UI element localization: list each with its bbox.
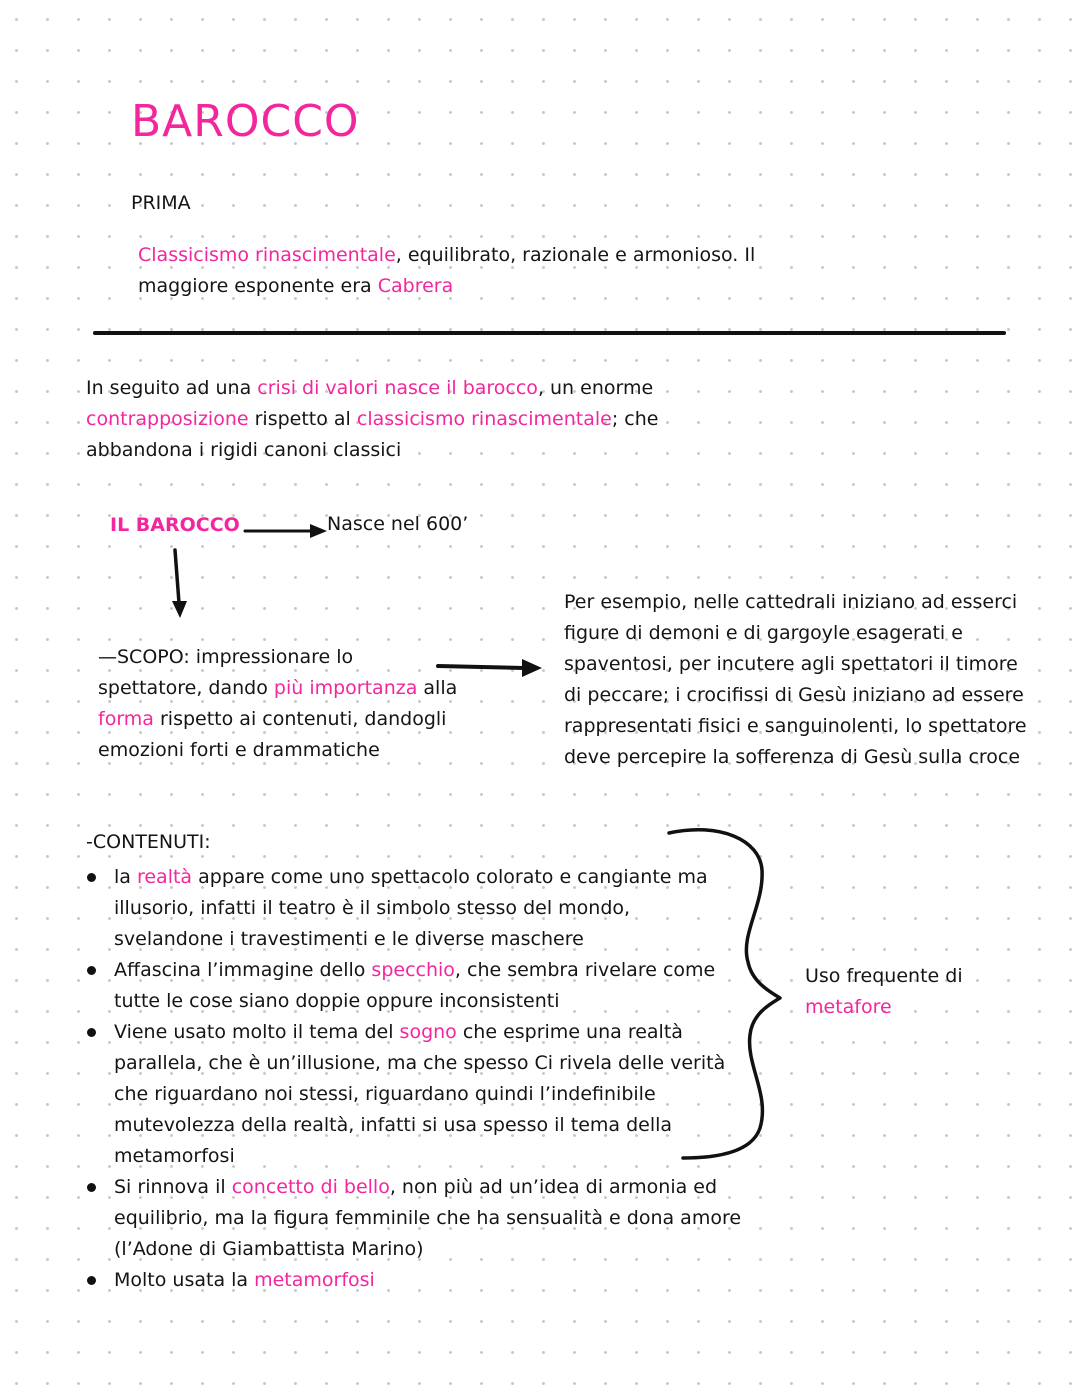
highlight-sogno: sogno: [399, 1021, 457, 1043]
arrow-right-icon: [245, 524, 327, 538]
esempio-paragraph: Per esempio, nelle cattedrali iniziano ad esserci figure di demoni e di gargoyle esagerati e spaventosi, per incutere agli spettatori il timore di peccare; i crocifissi di Gesù iniziano ad essere rappresentati fisici e sanguinolenti, lo spettatore deve percepire la sofferenza di Gesù sulla croce: [564, 591, 1027, 768]
side-note-text: Uso frequente di: [805, 965, 963, 987]
highlight-specchio: specchio: [371, 959, 455, 981]
intro-text: In seguito ad una: [86, 377, 258, 399]
prima-text: , equilibrato, razionale e armonioso. Il maggiore esponente era: [138, 244, 756, 297]
scopo-text: rispetto ai contenuti, dandogli emozioni forti e drammatiche: [98, 708, 447, 761]
highlight-contrapposizione: contrapposizione: [86, 408, 249, 430]
highlight-importanza: più importanza: [273, 677, 418, 699]
highlight-classicismo-2: classicismo rinascimentale: [356, 408, 612, 430]
list-item: Affascina l’immagine dello specchio, che sembra rivelare come tutte le cose siano doppie oppure inconsistenti: [85, 955, 745, 1017]
intro-text: rispetto al: [248, 408, 357, 430]
contenuti-title: -CONTENUTI:: [86, 831, 211, 853]
arrow-right-icon: [438, 659, 542, 677]
highlight-bello: concetto di bello: [231, 1176, 390, 1198]
highlight-realta: realtà: [136, 866, 193, 888]
list-item: la realtà appare come uno spettacolo colorato e cangiante ma illusorio, infatti il teatro è il simbolo stesso del mondo, svelandone i travestimenti e le diverse maschere: [85, 862, 745, 955]
intro-text: , un enorme: [537, 377, 654, 399]
highlight-crisi: crisi di valori nasce il barocco: [257, 377, 538, 399]
highlight-classicismo: Classicismo rinascimentale: [138, 244, 396, 266]
highlight-metafore: metafore: [805, 996, 892, 1018]
curly-brace-icon: [669, 830, 780, 1158]
diagram-nasce-label: Nasce nel 600’: [327, 513, 469, 535]
highlight-forma: forma: [98, 708, 154, 730]
arrow-down-icon: [172, 550, 187, 618]
list-item: Molto usata la metamorfosi: [85, 1265, 745, 1296]
scopo-text: alla: [417, 677, 458, 699]
prima-label: PRIMA: [131, 192, 191, 214]
list-item: Viene usato molto il tema del sogno che esprime una realtà parallela, che è un’illusione, ma che spesso Ci rivela delle verità che riguardano noi stessi, riguardano quindi l’indefinibile mutevolezza della realtà, infatti si usa spesso il tema della metamorfosi: [85, 1017, 745, 1172]
intro-text: ; che abbandona i rigidi canoni classici: [86, 408, 659, 461]
highlight-metamorfosi: metamorfosi: [254, 1269, 375, 1291]
scopo-text: —SCOPO: impressionare lo spettatore, dando: [98, 646, 354, 699]
list-item: Si rinnova il concetto di bello, non più ad un’idea di armonia ed equilibrio, ma la figura femminile che ha sensualità e dona amore (l’Adone di Giambattista Marino): [85, 1172, 745, 1265]
page-title: BAROCCO: [131, 96, 360, 147]
highlight-cabrera: Cabrera: [377, 275, 454, 297]
diagram-barocco-label: IL BAROCCO: [110, 514, 240, 536]
